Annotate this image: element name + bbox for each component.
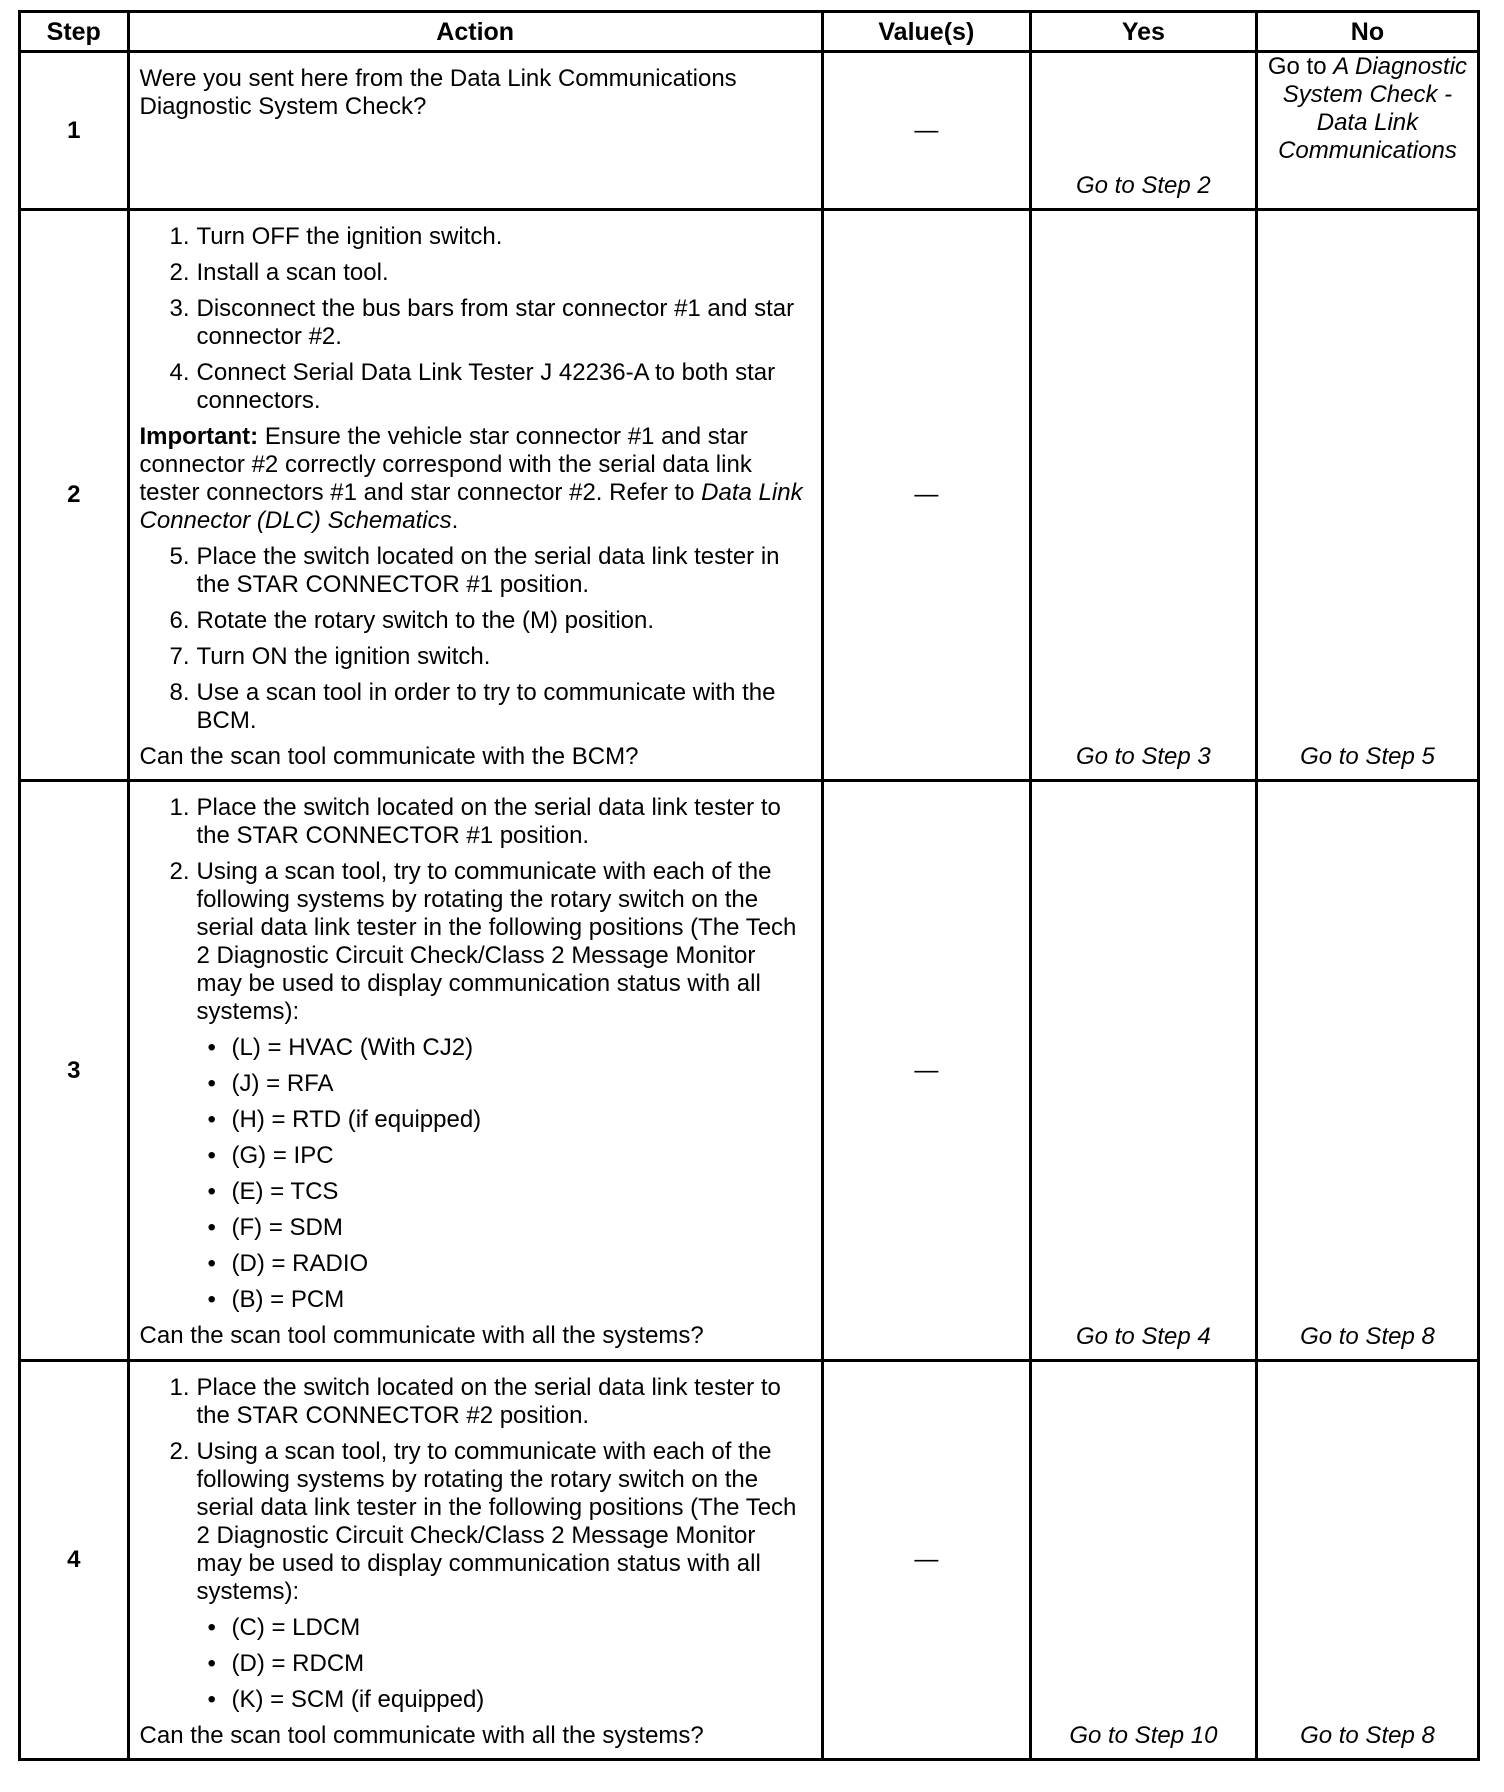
item-number: 1. xyxy=(169,794,190,821)
list-item: • (D) = RADIO xyxy=(140,1250,807,1278)
item-number: 1. xyxy=(169,223,190,250)
list-item: • (L) = HVAC (With CJ2) xyxy=(140,1034,807,1062)
item-number: 2. xyxy=(169,858,190,885)
item-text: Connect Serial Data Link Tester J 42236-A to both star connectors. xyxy=(196,359,776,414)
list-item: • (J) = RFA xyxy=(140,1070,807,1098)
list-item xyxy=(140,359,807,415)
list-item: • (K) = SCM (if equipped) xyxy=(140,1686,807,1714)
schematics-reference: Data Link Connector (DLC) Schematics xyxy=(139,479,803,534)
item-number: 3. xyxy=(169,295,190,322)
item-text: Rotate the rotary switch to the (M) position. xyxy=(196,607,655,634)
step-number: 1 xyxy=(20,52,129,210)
procedure-list xyxy=(140,1374,807,1606)
step-number: 4 xyxy=(20,1361,129,1760)
value-cell: — xyxy=(822,1361,1030,1760)
list-item xyxy=(140,679,807,735)
no-link-text xyxy=(1258,53,1477,165)
item-text: Using a scan tool, try to communicate with each of the following systems by rotating the rotary switch on the serial data link tester in the following positions (The Tech 2 Diagnostic Circuit Check/Class 2 Message Monitor may be used to display communication status with all systems): xyxy=(196,858,797,1025)
important-text: Ensure the vehicle star connector #1 and star connector #2 correctly correspond with the serial data link tester connectors #1 and star connector #2. Refer to xyxy=(139,423,752,506)
step-number: 2 xyxy=(20,210,129,781)
header-no: No xyxy=(1256,12,1478,52)
item-text: Place the switch located on the serial data link tester in the STAR CONNECTOR #1 position. xyxy=(196,543,780,598)
diagnostic-table xyxy=(18,10,1480,1761)
list-item xyxy=(140,295,807,351)
question-text: Can the scan tool communicate with the BCM? xyxy=(139,743,639,770)
important-end: . xyxy=(451,507,459,534)
action-cell xyxy=(128,210,822,781)
question-text: Can the scan tool communicate with all the systems? xyxy=(139,1322,704,1349)
item-number: 2. xyxy=(169,1438,190,1465)
table-row xyxy=(20,52,1479,210)
no-prefix: Go to xyxy=(1267,53,1334,80)
list-item: • (F) = SDM xyxy=(140,1214,807,1242)
no-cell: Go to Step 8 xyxy=(1256,1361,1478,1760)
procedure-list xyxy=(140,543,807,735)
item-number: 2. xyxy=(169,259,190,286)
table-row xyxy=(20,210,1479,781)
yes-cell: Go to Step 2 xyxy=(1030,52,1256,210)
item-text: Install a scan tool. xyxy=(196,259,389,286)
question-text: Can the scan tool communicate with all the systems? xyxy=(139,1722,704,1749)
header-action: Action xyxy=(128,12,822,52)
item-text: Use a scan tool in order to try to communicate with the BCM. xyxy=(196,679,776,734)
step-number: 3 xyxy=(20,781,129,1361)
yes-cell: Go to Step 4 xyxy=(1030,781,1256,1361)
table-row xyxy=(20,1361,1479,1760)
list-item: • (B) = PCM xyxy=(140,1286,807,1314)
value-cell: — xyxy=(822,781,1030,1361)
list-item xyxy=(140,223,807,251)
system-list xyxy=(140,1614,807,1714)
list-item xyxy=(140,607,807,635)
item-text: Turn OFF the ignition switch. xyxy=(196,223,503,250)
action-cell xyxy=(128,52,822,210)
question-text: Were you sent here from the Data Link Communications Diagnostic System Check? xyxy=(139,65,737,120)
list-item xyxy=(140,643,807,671)
procedure-list xyxy=(140,794,807,1026)
no-reference: A Diagnostic System Check - Data Link Communications xyxy=(1278,53,1468,164)
item-number: 7. xyxy=(169,643,190,670)
list-item: • (C) = LDCM xyxy=(140,1614,807,1642)
item-text: Turn ON the ignition switch. xyxy=(196,643,491,670)
important-note xyxy=(140,423,807,535)
no-cell xyxy=(1256,52,1478,210)
yes-cell: Go to Step 10 xyxy=(1030,1361,1256,1760)
important-label: Important: xyxy=(139,423,259,450)
list-item: • (D) = RDCM xyxy=(140,1650,807,1678)
document-page xyxy=(18,10,1480,1761)
list-item xyxy=(140,1374,807,1430)
procedure-list xyxy=(140,223,807,415)
header-row xyxy=(20,12,1479,52)
item-text: Place the switch located on the serial data link tester to the STAR CONNECTOR #1 position. xyxy=(196,794,781,849)
yes-cell: Go to Step 3 xyxy=(1030,210,1256,781)
action-cell xyxy=(128,1361,822,1760)
list-item: • (E) = TCS xyxy=(140,1178,807,1206)
value-cell: — xyxy=(822,210,1030,781)
list-item xyxy=(140,543,807,599)
list-item xyxy=(140,1438,807,1606)
header-values: Value(s) xyxy=(822,12,1030,52)
item-number: 8. xyxy=(169,679,190,706)
item-text: Place the switch located on the serial data link tester to the STAR CONNECTOR #2 position. xyxy=(196,1374,781,1429)
no-cell: Go to Step 5 xyxy=(1256,210,1478,781)
table-row xyxy=(20,781,1479,1361)
item-text: Using a scan tool, try to communicate with each of the following systems by rotating the rotary switch on the serial data link tester in the following positions (The Tech 2 Diagnostic Circuit Check/Class 2 Message Monitor may be used to display communication status with all systems): xyxy=(196,1438,797,1605)
list-item xyxy=(140,858,807,1026)
item-number: 6. xyxy=(169,607,190,634)
item-number: 4. xyxy=(169,359,190,386)
list-item xyxy=(140,794,807,850)
system-list xyxy=(140,1034,807,1314)
header-yes: Yes xyxy=(1030,12,1256,52)
list-item: • (H) = RTD (if equipped) xyxy=(140,1106,807,1134)
header-step: Step xyxy=(20,12,129,52)
list-item: • (G) = IPC xyxy=(140,1142,807,1170)
value-cell: — xyxy=(822,52,1030,210)
action-cell xyxy=(128,781,822,1361)
list-item xyxy=(140,259,807,287)
item-text: Disconnect the bus bars from star connector #1 and star connector #2. xyxy=(196,295,795,350)
item-number: 1. xyxy=(169,1374,190,1401)
item-number: 5. xyxy=(169,543,190,570)
no-cell: Go to Step 8 xyxy=(1256,781,1478,1361)
